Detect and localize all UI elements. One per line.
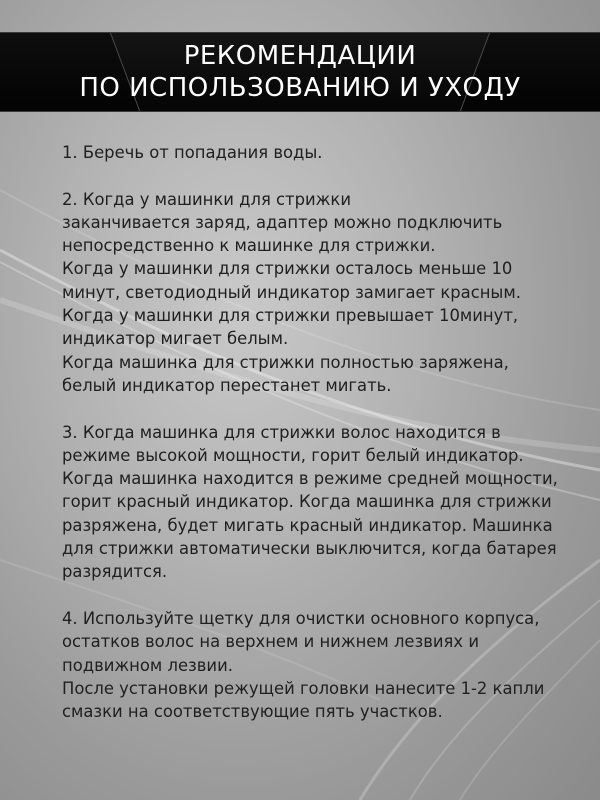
text-line: После установки режущей головки нанесите 1-2 капли (62, 678, 545, 698)
text-line: Когда у машинки для стрижки осталось меньше 10 (62, 259, 513, 279)
page-title (0, 40, 600, 104)
header-banner (0, 32, 600, 112)
text-line: подвижном лезвии. (62, 655, 233, 675)
text-line: 4. Используйте щетку для очистки основного корпуса, (62, 608, 540, 628)
text-line: 2. Когда у машинки для стрижки (62, 189, 351, 209)
text-line: Когда машинка находится в режиме средней мощности, (62, 469, 558, 489)
text-line: минут, светодиодный индикатор замигает красным. (62, 282, 521, 302)
text-line: разрядится. (62, 562, 168, 582)
paragraph-3 (62, 421, 582, 584)
text-line: непосредственно к машинке для стрижки. (62, 236, 436, 256)
text-line: Когда у машинки для стрижки превышает 10минут, (62, 306, 519, 326)
text-line: разряжена, будет мигать красный индикатор. Машинка (62, 515, 553, 535)
text-line: белый индикатор перестанет мигать. (62, 375, 392, 395)
text-line: 3. Когда машинка для стрижки волос находится в (62, 422, 501, 442)
title-line-1: РЕКОМЕНДАЦИИ (183, 41, 417, 71)
instructions-body (62, 141, 582, 747)
title-line-2: ПО ИСПОЛЬЗОВАНИЮ И УХОДУ (79, 73, 521, 103)
text-line: заканчивается заряд, адаптер можно подключить (62, 212, 503, 232)
paragraph-4 (62, 607, 582, 723)
text-line: горит красный индикатор. Когда машинка для стрижки (62, 492, 552, 512)
text-line: смазки на соответствующие пять участков. (62, 702, 443, 722)
text-line: для стрижки автоматически выключится, когда батарея (62, 539, 557, 559)
paragraph-2 (62, 188, 582, 398)
text-line: Когда машинка для стрижки полностью заряжена, (62, 352, 509, 372)
text-line: 1. Беречь от попадания воды. (62, 143, 323, 162)
text-line: режиме высокой мощности, горит белый индикатор. (62, 445, 524, 465)
text-line: индикатор мигает белым. (62, 329, 289, 349)
paragraph-1 (62, 141, 582, 164)
text-line: остатков волос на верхнем и нижнем лезвиях и (62, 632, 479, 652)
